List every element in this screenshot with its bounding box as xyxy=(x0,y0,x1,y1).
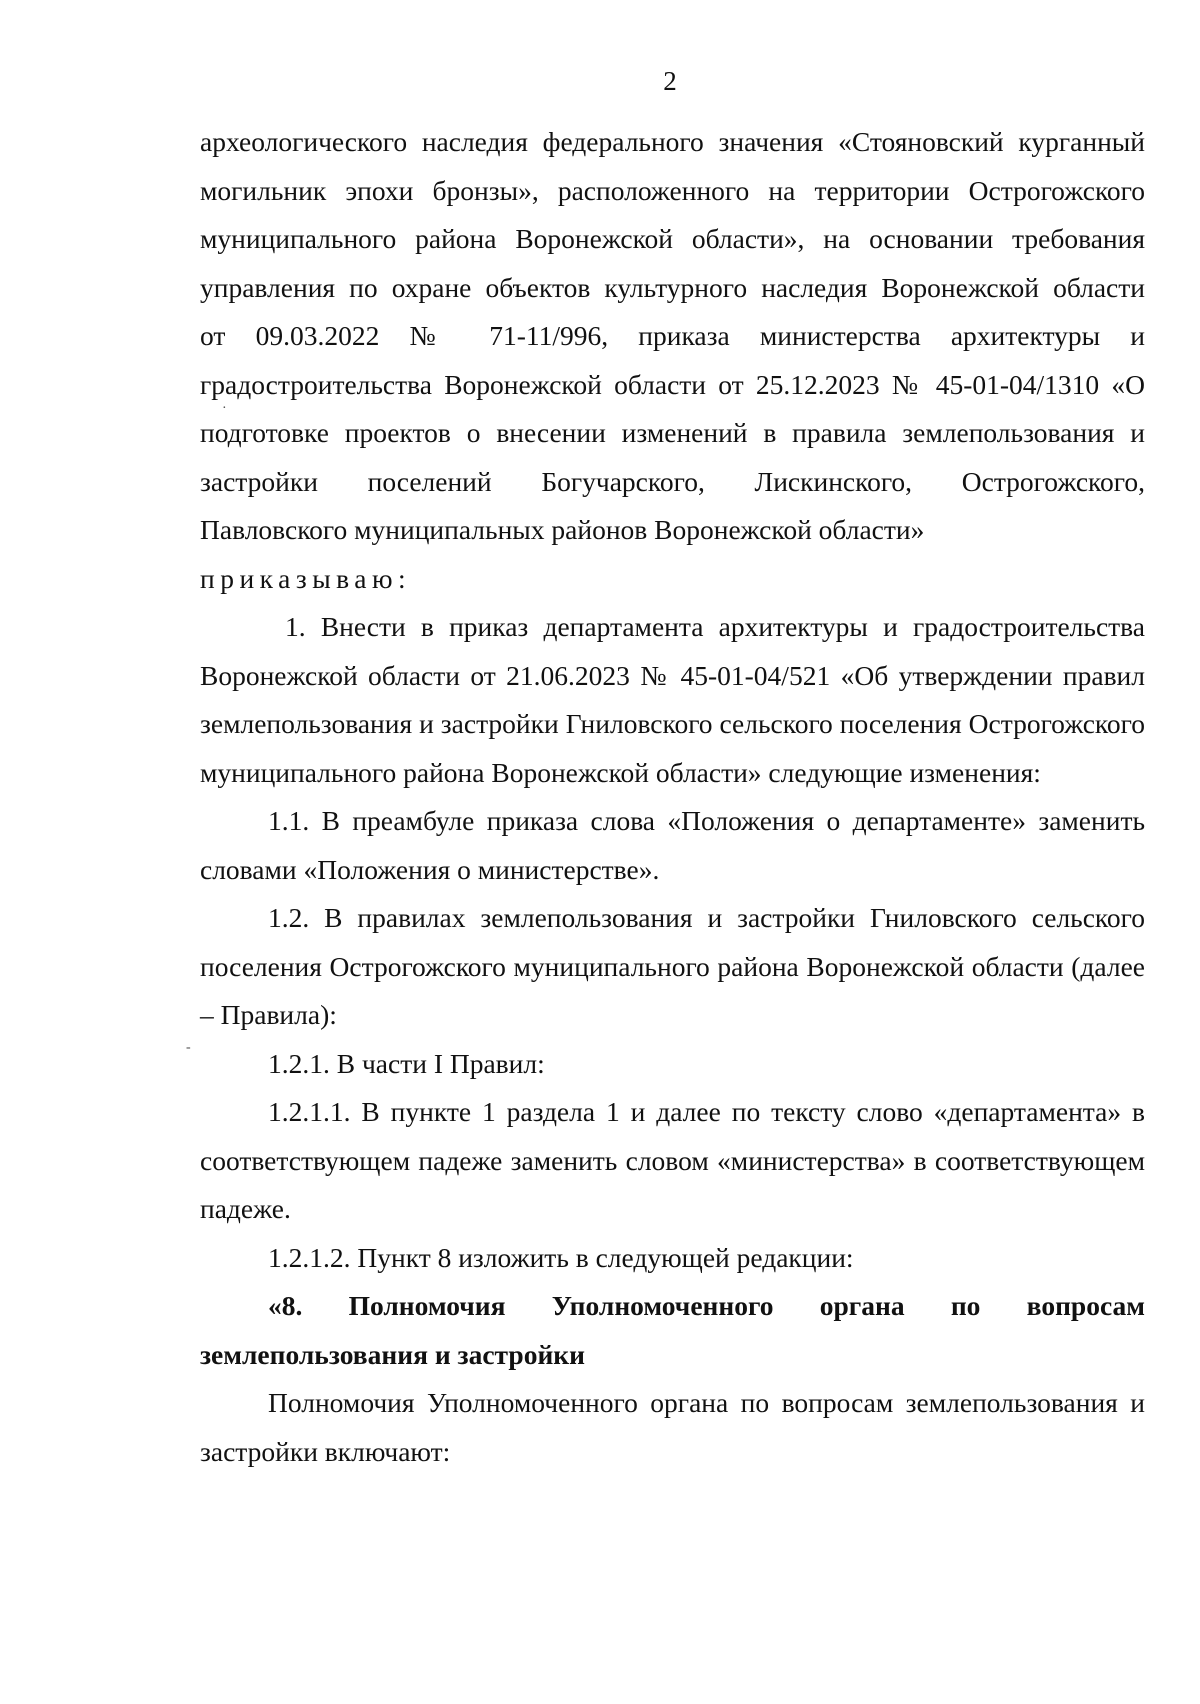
item-1: 1. Внести в приказ департамента архитектуры и градостроительства Воронежской области от 21.06.2023 № 45-01-04/521 «Об утверждении правил землепользования и застройки Гниловского сельского поселения Острогожского муниципального района Воронежской области» следующие изменения: xyxy=(200,611,1145,788)
preamble-line: от 09.03.2022 № 71-11/996, приказа министерства архитектуры и xyxy=(200,320,1145,351)
document-body xyxy=(200,118,1145,1476)
preamble-line: застройки поселений Богучарского, Лискинского, Острогожского, xyxy=(200,465,1145,497)
preamble-line: управления по охране объектов культурного наследия Воронежской области xyxy=(200,271,1145,303)
item-1-2-1-1: 1.2.1.1. В пункте 1 раздела 1 и далее по тексту слово «департамента» в соответствующем падеже заменить словом «министерства» в соответствующем падеже. xyxy=(200,1096,1145,1224)
order-word: приказываю: xyxy=(200,562,412,594)
section-8-heading: «8. Полномочия Уполномоченного органа по вопросам землепользования и застройки xyxy=(200,1290,1145,1370)
scan-speck: - xyxy=(186,1040,191,1055)
page-number: 2 xyxy=(663,66,677,96)
preamble-line: подготовке проектов о внесении изменений в правила землепользования и xyxy=(200,417,1145,448)
scan-speck: · xyxy=(222,401,227,416)
item-1-2-1: 1.2.1. В части I Правил: xyxy=(268,1047,545,1079)
preamble-line: муниципального района Воронежской области», на основании требования xyxy=(200,223,1145,254)
preamble-line: могильник эпохи бронзы», расположенного на территории Острогожского xyxy=(200,174,1145,206)
item-1-2-1-2: 1.2.1.2. Пункт 8 изложить в следующей редакции: xyxy=(268,1241,854,1273)
preamble-line: градостроительства Воронежской области от 25.12.2023 № 45-01-04/1310 «О xyxy=(200,368,1145,400)
item-1-2: 1.2. В правилах землепользования и застройки Гниловского сельского поселения Острогожского муниципального района Воронежской области (далее – Правила): xyxy=(200,902,1145,1030)
item-1-1: 1.1. В преамбуле приказа слова «Положения о департаменте» заменить словами «Положения о министерстве». xyxy=(200,805,1145,885)
preamble-line: археологического наследия федерального значения «Стояновский курганный xyxy=(200,126,1145,157)
preamble-line: Павловского муниципальных районов Воронежской области» xyxy=(200,514,925,545)
preamble-paragraph xyxy=(200,118,1145,555)
section-8-text: Полномочия Уполномоченного органа по вопросам землепользования и застройки включают: xyxy=(200,1387,1145,1467)
